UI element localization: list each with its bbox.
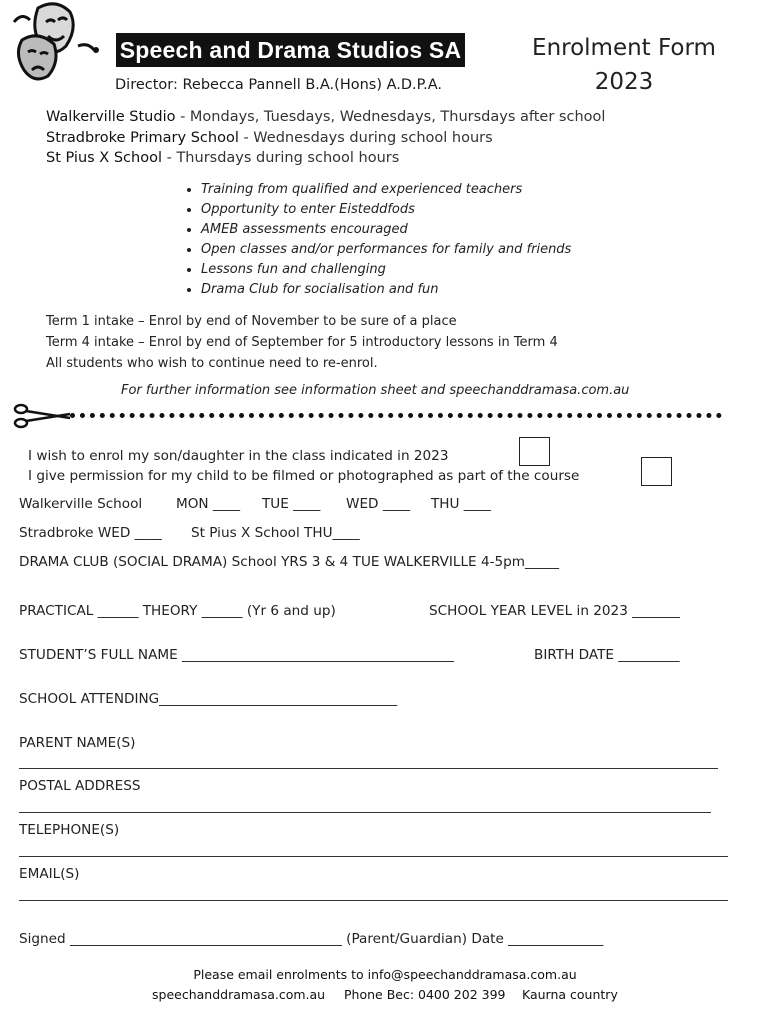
studio-details: - Thursdays during school hours: [162, 150, 400, 166]
footer-country: Kaurna country: [522, 987, 618, 1002]
studio-name: Walkerville Studio: [46, 109, 176, 125]
scissors-icon: [12, 402, 72, 430]
school-year-field[interactable]: SCHOOL YEAR LEVEL in 2023 _______: [429, 603, 680, 619]
parent-name-input-line[interactable]: [19, 768, 718, 769]
stpius-field[interactable]: St Pius X School THU____: [191, 525, 360, 541]
postal-address-label: POSTAL ADDRESS: [19, 778, 141, 794]
features-list: [184, 180, 571, 300]
footer-website: speechanddramasa.com.au: [152, 987, 326, 1002]
walkerville-tue-field[interactable]: TUE ____: [262, 496, 321, 512]
form-title-text: Enrolment Form: [532, 35, 716, 61]
term4-intake: Term 4 intake – Enrol by end of September for 5 introductory lessons in Term 4: [46, 335, 558, 350]
list-item: • Open classes and/or performances for family and friends: [201, 240, 571, 260]
permission-checkbox[interactable]: [641, 457, 672, 486]
telephone-label: TELEPHONE(S): [19, 822, 120, 838]
form-title: [506, 32, 742, 98]
postal-address-input-line[interactable]: [19, 812, 711, 813]
studio-stradbroke: [46, 130, 493, 146]
parent-name-label: PARENT NAME(S): [19, 735, 136, 751]
stradbroke-field[interactable]: Stradbroke WED ____: [19, 525, 162, 541]
walkerville-mon-field[interactable]: MON ____: [176, 496, 241, 512]
telephone-input-line[interactable]: [19, 856, 728, 857]
permission-statement: I give permission for my child to be filmed or photographed as part of the course: [28, 468, 580, 484]
footer-phone: Phone Bec: 0400 202 399: [344, 987, 506, 1002]
studio-name: Stradbroke Primary School: [46, 130, 239, 146]
signature-field[interactable]: Signed ________________________________________ (Parent/Guardian) Date ______________: [19, 931, 604, 947]
school-attending-field[interactable]: SCHOOL ATTENDING___________________________________: [19, 691, 398, 707]
cut-line: [70, 413, 722, 418]
enrol-statement: I wish to enrol my son/daughter in the class indicated in 2023: [28, 448, 449, 464]
studio-name: St Pius X School: [46, 150, 162, 166]
studio-walkerville: [46, 109, 605, 125]
studio-details: - Wednesdays during school hours: [238, 130, 493, 146]
studio-banner: Speech and Drama Studios SA: [116, 33, 465, 67]
student-name-field[interactable]: STUDENT’S FULL NAME ________________________________________: [19, 647, 454, 663]
drama-club-field[interactable]: DRAMA CLUB (SOCIAL DRAMA) School YRS 3 & 4 TUE WALKERVILLE 4-5pm_____: [19, 554, 560, 570]
birth-date-field[interactable]: BIRTH DATE _________: [534, 647, 680, 663]
list-item: • Training from qualified and experienced teachers: [201, 180, 571, 200]
email-input-line[interactable]: [19, 900, 728, 901]
studio-details: - Mondays, Tuesdays, Wednesdays, Thursdays after school: [175, 109, 606, 125]
email-label: EMAIL(S): [19, 866, 80, 882]
walkerville-thu-field[interactable]: THU ____: [431, 496, 491, 512]
studio-stpius: [46, 150, 399, 166]
list-item: • AMEB assessments encouraged: [201, 220, 571, 240]
walkerville-wed-field[interactable]: WED ____: [346, 496, 411, 512]
re-enrol-note: All students who wish to continue need to re-enrol.: [46, 356, 378, 371]
practical-theory-field[interactable]: PRACTICAL ______ THEORY ______ (Yr 6 and up): [19, 603, 336, 619]
walkerville-label: Walkerville School: [19, 496, 143, 512]
drama-masks-icon: [8, 0, 108, 82]
list-item: • Drama Club for socialisation and fun: [201, 280, 571, 300]
further-info: For further information see information sheet and speechanddramasa.com.au: [121, 383, 630, 398]
footer-email-line: Please email enrolments to info@speechanddramasa.com.au: [193, 967, 577, 982]
form-title-year: 2023: [594, 69, 654, 95]
list-item: • Lessons fun and challenging: [201, 260, 571, 280]
director-line: Director: Rebecca Pannell B.A.(Hons) A.D.P.A.: [115, 77, 443, 93]
list-item: • Opportunity to enter Eisteddfods: [201, 200, 571, 220]
term1-intake: Term 1 intake – Enrol by end of November to be sure of a place: [46, 314, 457, 329]
enrol-checkbox[interactable]: [519, 437, 550, 466]
